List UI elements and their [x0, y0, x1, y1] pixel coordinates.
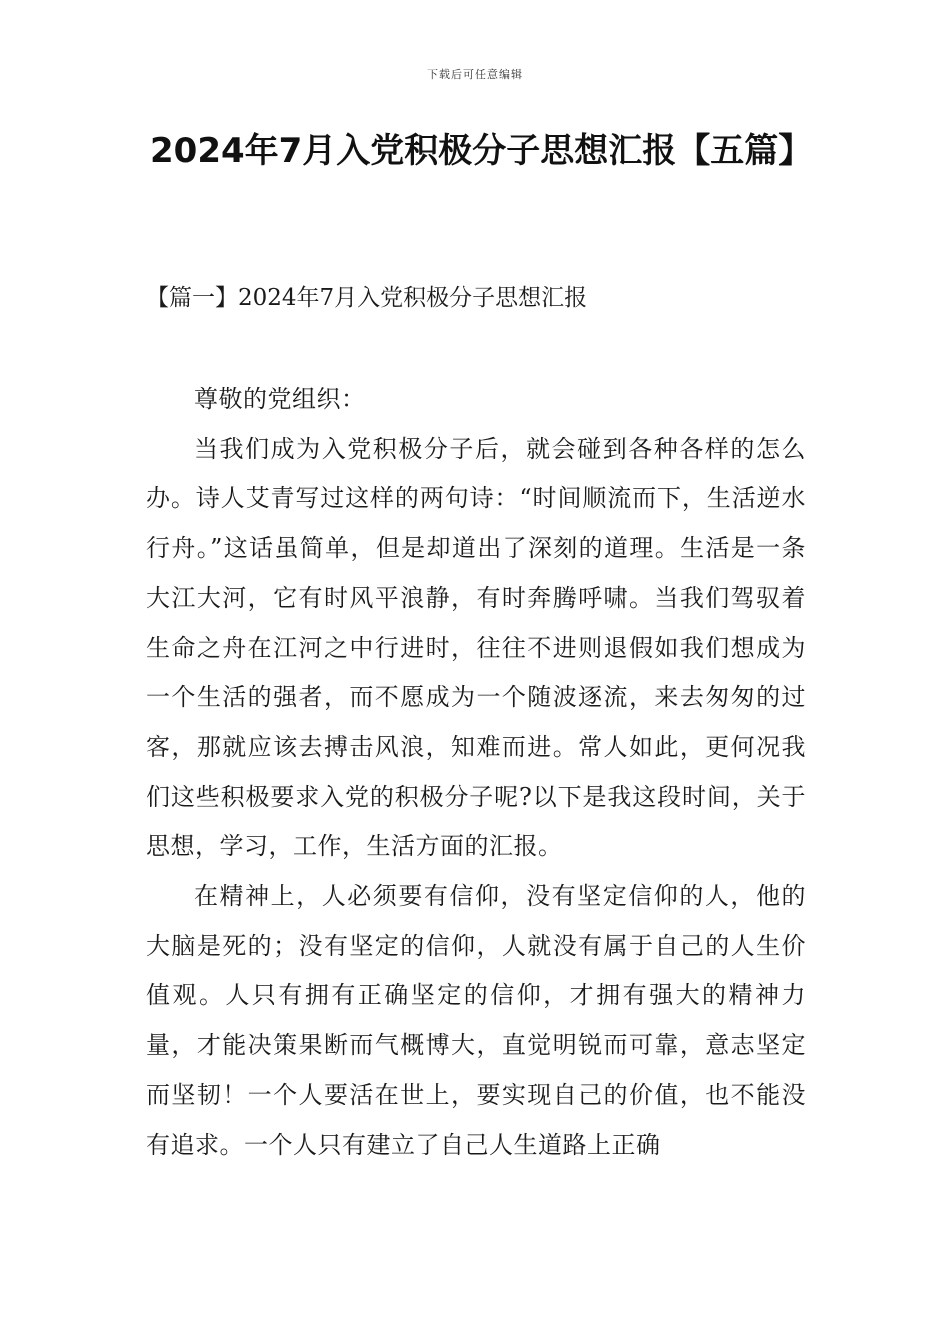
header-note: 下载后可任意编辑: [427, 68, 523, 81]
body-paragraph: 当我们成为入党积极分子后，就会碰到各种各样的怎么办。诗人艾青写过这样的两句诗：“时间顺流而下，生活逆水行舟。”这话虽简单，但是却道出了深刻的道理。生活是一条大江大河，它有时风平浪静，有时奔腾呼啸。当我们驾驭着生命之舟在江河之中行进时，往往不进则退假如我们想成为一个生活的强者，而不愿成为一个随波逐流，来去匆匆的过客，那就应该去搏击风浪，知难而进。常人如此，更何况我们这些积极要求入党的积极分子呢?以下是我这段时间，关于思想，学习，工作，生活方面的汇报。: [146, 434, 806, 861]
body-text: [146, 375, 806, 1170]
body-paragraph: 在精神上，人必须要有信仰，没有坚定信仰的人，他的大脑是死的；没有坚定的信仰，人就没有属于自己的人生价值观。人只有拥有正确坚定的信仰，才拥有强大的精神力量，才能决策果断而气概博大，直觉明锐而可靠，意志坚定而坚韧！一个人要活在世上，要实现自己的价值，也不能没有追求。一个人只有建立了自己人生道路上正确: [146, 882, 806, 1159]
section-heading: 【篇一】2024年7月入党积极分子思想汇报: [146, 285, 588, 311]
document-title: 2024年7月入党积极分子思想汇报【五篇】: [150, 131, 813, 171]
salutation-paragraph: 尊敬的党组织：: [194, 385, 366, 413]
